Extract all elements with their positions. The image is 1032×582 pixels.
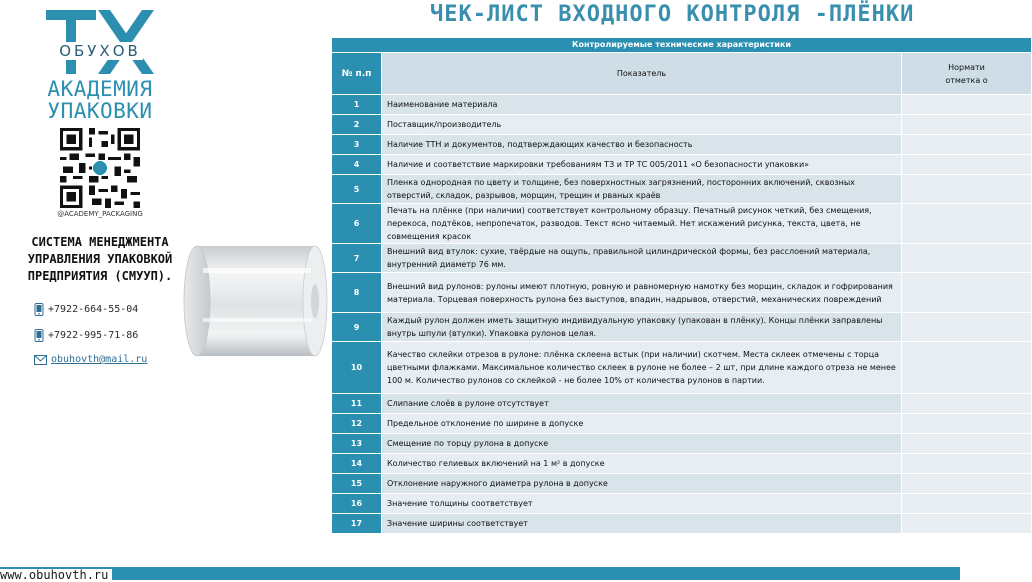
row-norm-cell[interactable] bbox=[902, 454, 1032, 474]
system-title bbox=[0, 234, 200, 285]
qr-handle: @ACADEMY_PACKAGING bbox=[57, 210, 143, 218]
row-norm-cell[interactable] bbox=[902, 204, 1032, 244]
row-number: 16 bbox=[332, 494, 382, 514]
row-norm-cell[interactable] bbox=[902, 394, 1032, 414]
row-number: 8 bbox=[332, 273, 382, 313]
row-indicator: Предельное отклонение по ширине в допуске bbox=[382, 414, 902, 434]
row-indicator: Количество гелиевых включений на 1 м² в допуске bbox=[382, 454, 902, 474]
row-indicator: Печать на плёнке (при наличии) соответствует контрольному образцу. Печатный рисунок четкий, без смещения, перекоса, подтёков, непропечаток, разводов. Текст ясно читаемый. Нет искажений рисунка, текста, цвета, не совмещения красок bbox=[382, 204, 902, 244]
row-norm-cell[interactable] bbox=[902, 155, 1032, 175]
system-line-1: СИСТЕМА МЕНЕДЖМЕНТА bbox=[31, 235, 169, 249]
table-row bbox=[332, 115, 1032, 135]
col-header-norm bbox=[902, 53, 1032, 95]
row-indicator: Каждый рулон должен иметь защитную индивидуальную упаковку (упакован в плёнку). Концы плёнки заправлены внутрь шпули (втулки). Упаковка рулонов целая. bbox=[382, 313, 902, 342]
row-indicator: Наличие и соответствие маркировки требованиям ТЗ и ТР ТС 005/2011 «О безопасности упаковки» bbox=[382, 155, 902, 175]
row-norm-cell[interactable] bbox=[902, 434, 1032, 454]
row-number: 1 bbox=[332, 95, 382, 115]
table-row bbox=[332, 454, 1032, 474]
row-number: 9 bbox=[332, 313, 382, 342]
row-number: 7 bbox=[332, 244, 382, 273]
table-row bbox=[332, 95, 1032, 115]
row-indicator: Пленка однородная по цвету и толщине, без поверхностных загрязнений, посторонних включений, сквозных отверстий, складок, разрывов, морщин, трещин и рваных краёв bbox=[382, 175, 902, 204]
footer-bar bbox=[0, 567, 960, 580]
row-number: 4 bbox=[332, 155, 382, 175]
table-caption: Контролируемые технические характеристики bbox=[332, 38, 1032, 53]
phone-icon bbox=[34, 329, 44, 342]
page-title: ЧЕК-ЛИСТ ВХОДНОГО КОНТРОЛЯ -ПЛЁНКИ bbox=[430, 2, 915, 27]
row-indicator: Наименование материала bbox=[382, 95, 902, 115]
phone-icon bbox=[34, 303, 44, 316]
row-number: 11 bbox=[332, 394, 382, 414]
table-row bbox=[332, 244, 1032, 273]
row-norm-cell[interactable] bbox=[902, 414, 1032, 434]
table-row bbox=[332, 434, 1032, 454]
row-norm-cell[interactable] bbox=[902, 115, 1032, 135]
system-line-3: ПРЕДПРИЯТИЯ (СМУУП). bbox=[27, 269, 173, 283]
row-indicator: Смещение по торцу рулона в допуске bbox=[382, 434, 902, 454]
row-indicator: Внешний вид втулок: сухие, твёрдые на ощупь, правильной цилиндрической формы, без расслоений материала, внутренний диаметр 76 мм. bbox=[382, 244, 902, 273]
col-header-indicator: Показатель bbox=[382, 53, 902, 95]
row-number: 10 bbox=[332, 342, 382, 394]
row-indicator: Качество склейки отрезов в рулоне: плёнка склеена встык (при наличии) скотчем. Места склеек отмечены с торца цветными флажками. Максимальное количество склеек в рулоне не более – 2 шт, при длине каждого отреза не менее 100 м. Количество рулонов со склейкой - не более 10% от количества рулонов в партии. bbox=[382, 342, 902, 394]
row-norm-cell[interactable] bbox=[902, 175, 1032, 204]
row-indicator: Слипание слоёв в рулоне отсутствует bbox=[382, 394, 902, 414]
tx-monogram-icon bbox=[44, 4, 156, 78]
row-indicator: Поставщик/производитель bbox=[382, 115, 902, 135]
row-number: 15 bbox=[332, 474, 382, 494]
table-row bbox=[332, 414, 1032, 434]
table-row bbox=[332, 155, 1032, 175]
col-header-number: № п.п bbox=[332, 53, 382, 95]
row-norm-cell[interactable] bbox=[902, 342, 1032, 394]
row-number: 6 bbox=[332, 204, 382, 244]
table-row bbox=[332, 175, 1032, 204]
table-row bbox=[332, 342, 1032, 394]
row-number: 3 bbox=[332, 135, 382, 155]
row-indicator: Значение ширины соответствует bbox=[382, 514, 902, 534]
row-indicator: Отклонение наружного диаметра рулона в допуске bbox=[382, 474, 902, 494]
col-header-norm-line-2: отметка о bbox=[945, 75, 988, 85]
row-indicator: Наличие ТТН и документов, подтверждающих качество и безопасность bbox=[382, 135, 902, 155]
contact-email[interactable] bbox=[34, 354, 147, 365]
table-row bbox=[332, 313, 1032, 342]
table-row bbox=[332, 514, 1032, 534]
row-norm-cell[interactable] bbox=[902, 273, 1032, 313]
row-number: 14 bbox=[332, 454, 382, 474]
row-norm-cell[interactable] bbox=[902, 244, 1032, 273]
row-norm-cell[interactable] bbox=[902, 135, 1032, 155]
table-row bbox=[332, 135, 1032, 155]
row-indicator: Внешний вид рулонов: рулоны имеют плотную, ровную и равномерную намотку без морщин, складок и гофрирования материала. Торцевая поверхность рулона без выступов, впадин, надрывов, отверстий, механических повреждений bbox=[382, 273, 902, 313]
logo-surname: ОБУХОВ bbox=[59, 42, 141, 60]
table-row bbox=[332, 474, 1032, 494]
table-row bbox=[332, 204, 1032, 244]
table-row bbox=[332, 273, 1032, 313]
row-norm-cell[interactable] bbox=[902, 95, 1032, 115]
academy-logo bbox=[30, 4, 170, 124]
film-roll-image bbox=[183, 238, 328, 364]
table-row bbox=[332, 494, 1032, 514]
row-norm-cell[interactable] bbox=[902, 313, 1032, 342]
system-line-2: УПРАВЛЕНИЯ УПАКОВКОЙ bbox=[27, 252, 173, 266]
email-link[interactable]: obuhovth@mail.ru bbox=[51, 354, 148, 365]
footer-url[interactable]: www.obuhovth.ru bbox=[0, 569, 112, 581]
phone-1-text: +7922-664-55-04 bbox=[48, 304, 139, 315]
phone-2-text: +7922-995-71-86 bbox=[48, 330, 139, 341]
row-number: 5 bbox=[332, 175, 382, 204]
logo-line-2: УПАКОВКИ bbox=[47, 99, 153, 123]
contact-phone-1[interactable] bbox=[34, 303, 138, 316]
contact-phone-2[interactable] bbox=[34, 329, 138, 342]
row-number: 12 bbox=[332, 414, 382, 434]
mail-icon bbox=[34, 355, 47, 365]
checklist-table bbox=[331, 37, 988, 534]
qr-code-icon[interactable] bbox=[60, 128, 140, 208]
row-norm-cell[interactable] bbox=[902, 474, 1032, 494]
logo-line-1: АКАДЕМИЯ bbox=[47, 77, 153, 101]
row-norm-cell[interactable] bbox=[902, 494, 1032, 514]
row-indicator: Значение толщины соответствует bbox=[382, 494, 902, 514]
row-norm-cell[interactable] bbox=[902, 514, 1032, 534]
col-header-norm-line-1: Нормати bbox=[948, 62, 985, 72]
row-number: 13 bbox=[332, 434, 382, 454]
table-row bbox=[332, 394, 1032, 414]
row-number: 2 bbox=[332, 115, 382, 135]
row-number: 17 bbox=[332, 514, 382, 534]
